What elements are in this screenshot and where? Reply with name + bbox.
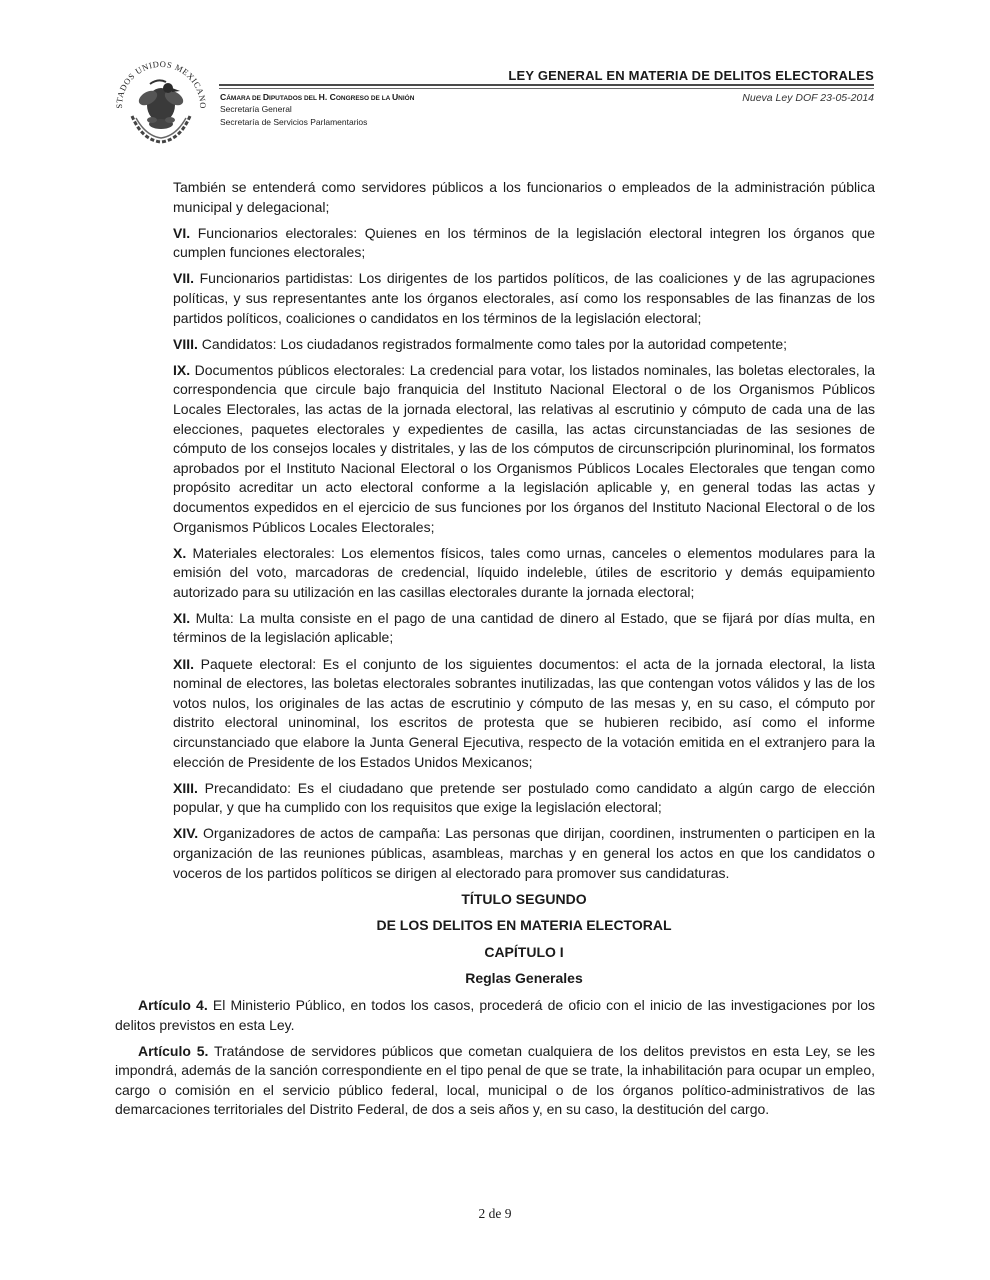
fraction-item — [173, 335, 875, 355]
fraction-number: X. — [173, 544, 187, 561]
fraction-text: Funcionarios electorales: Quienes en los términos de la legislación electoral integren los órganos que cumplen funciones electorales; — [173, 224, 875, 261]
articles-list — [115, 996, 875, 1120]
article-label: Artículo 4. — [138, 996, 208, 1013]
chamber-name-part: ÁMARA DE — [226, 95, 263, 102]
fraction-number: VII. — [173, 270, 195, 287]
fractions-list — [115, 224, 875, 883]
header-rule — [219, 84, 874, 86]
chapter-heading: CAPÍTULO I — [484, 943, 564, 960]
fraction-number: VI. — [173, 224, 191, 241]
fraction-number: VIII. — [173, 335, 198, 352]
chamber-name-part: D — [262, 92, 270, 102]
parliamentary-services-secretariat: Secretaría de Servicios Parlamentarios — [220, 117, 368, 127]
fraction-text: Funcionarios partidistas: Los dirigentes de los partidos políticos, de las coaliciones y de las agrupaciones políticas, y sus representantes ante los órganos electorales, así como los responsables de las finanzas de los partidos políticos, coaliciones o candidatos en los términos de la legislación electoral; — [173, 270, 875, 326]
fraction-item — [173, 544, 875, 603]
chamber-name-part: IPUTADOS DEL — [269, 95, 319, 102]
chamber-name-part: H. C — [318, 92, 336, 102]
fraction-item — [173, 609, 875, 648]
chamber-name — [220, 92, 414, 102]
page-number: 2 de 9 — [478, 1206, 512, 1221]
title-heading: TÍTULO SEGUNDO — [461, 890, 587, 907]
fraction-text: Organizadores de actos de campaña: Las personas que dirijan, coordinen, instrumenten o participen en la organización de las reuniones públicas, asambleas, marchas y en general los actos en que los candidatos o voceros de los partidos políticos se dirigen al electorado para promover sus candidaturas. — [173, 825, 875, 881]
fraction-item — [173, 224, 875, 263]
fraction-item — [173, 269, 875, 328]
fraction-text: Precandidato: Es el ciudadano que pretende ser postulado como candidato a algún cargo de elección popular, y que ha cumplido con los requisitos que exige la legislación electoral; — [173, 779, 876, 816]
chamber-name-part: U — [391, 92, 399, 102]
law-title: LEY GENERAL EN MATERIA DE DELITOS ELECTORALES — [508, 68, 874, 83]
chamber-name-part: ONGRESO DE LA — [335, 95, 392, 102]
fraction-text: Documentos públicos electorales: La credencial para votar, los listados nominales, las boletas electorales, la correspondencia que circule bajo franquicia del Instituto Nacional Electoral o de los Organismos Públicos Locales Electorales, las actas de la jornada electoral, las relativas al escrutinio y cómputo de cada una de las elecciones, paquetes electorales y expedientes de casilla, las actas circunstanciadas de las sesiones de cómputo de los consejos locales y distritales, y las de los cómputos de circunscripción plurinominal, los formatos aprobados por el Instituto Nacional Electoral o los Organismos Públicos Locales Electorales que tengan como propósito acreditar un acto electoral conforme a la legislación aplicable y, en general todas las actas y documentos expedidos en el ejercicio de sus funciones por los órganos del Instituto Nacional Electoral o de los Organismos Públicos Locales Electorales; — [173, 361, 875, 535]
publication-note: Nueva Ley DOF 23-05-2014 — [742, 92, 874, 104]
chamber-name-part: C — [220, 92, 227, 102]
fraction-text: Candidatos: Los ciudadanos registrados formalmente como tales por la autoridad competente; — [201, 335, 788, 352]
article-paragraph — [115, 1042, 875, 1120]
title-name-heading: DE LOS DELITOS EN MATERIA ELECTORAL — [376, 917, 672, 934]
chamber-name-part: NIÓN — [398, 95, 415, 102]
header-rule-thin — [219, 88, 874, 89]
fraction-number: XIII. — [173, 779, 198, 796]
fraction-text: Multa: La multa consiste en el pago de una cantidad de dinero al Estado, que se fijará por días multa, en términos de la legislación aplicable; — [173, 609, 875, 646]
chapter-name-heading: Reglas Generales — [465, 970, 583, 987]
article-text: El Ministerio Público, en todos los casos, procederá de oficio con el inicio de las investigaciones por los delitos previstos en esta Ley. — [115, 996, 875, 1033]
fraction-item — [173, 824, 875, 883]
fraction-item — [173, 655, 875, 773]
seal-text: STADOS UNIDOS MEXICANO — [113, 58, 209, 110]
fraction-text: Materiales electorales: Los elementos físicos, tales como urnas, canceles o elementos modulares para la emisión del voto, marcadoras de credencial, líquido indeleble, útiles de escritorio y demás equipamiento autorizado para su utilización en las casillas electorales durante la jornada electoral; — [173, 544, 875, 600]
fraction-item — [173, 779, 875, 818]
article-label: Artículo 5. — [138, 1042, 209, 1059]
national-seal-icon — [112, 58, 210, 146]
fraction-number: IX. — [173, 361, 191, 378]
article-paragraph — [115, 996, 875, 1035]
fraction-number: XIV. — [173, 825, 199, 842]
fraction-number: XII. — [173, 655, 195, 672]
document-body — [115, 178, 875, 1127]
article-text: Tratándose de servidores públicos que cometan cualquiera de los delitos previstos en esta Ley, se les impondrá, además de la sanción correspondiente en el tipo penal de que se trate, la inhabilitación para ocupar un empleo, cargo o comisión en el servicio público federal, local, municipal o de los órganos político-administrativos de las demarcaciones territoriales del Distrito Federal, de dos a seis años y, en su caso, la destitución del cargo. — [115, 1042, 875, 1118]
fraction-text: Paquete electoral: Es el conjunto de los siguientes documentos: el acta de la jornada electoral, la lista nominal de electores, las boletas electorales sobrantes inutilizadas, las que contengan votos válidos y las de los votos nulos, los originales de las actas de escrutinio y cómputo de las mesas y, en su caso, el cómputo por distrito electoral uninominal, los escritos de protesta que se hubieren recibido, así como el informe circunstanciado que elabore la Junta General Ejecutiva, respecto de la votación emitida en el extranjero para la elección de Presidente de los Estados Unidos Mexicanos; — [173, 655, 875, 770]
secretariat-general: Secretaría General — [220, 104, 292, 114]
fraction-item — [173, 361, 875, 537]
continuation-paragraph: También se entenderá como servidores públicos a los funcionarios o empleados de la administración pública municipal y delegacional; — [173, 179, 875, 215]
fraction-number: XI. — [173, 609, 191, 626]
